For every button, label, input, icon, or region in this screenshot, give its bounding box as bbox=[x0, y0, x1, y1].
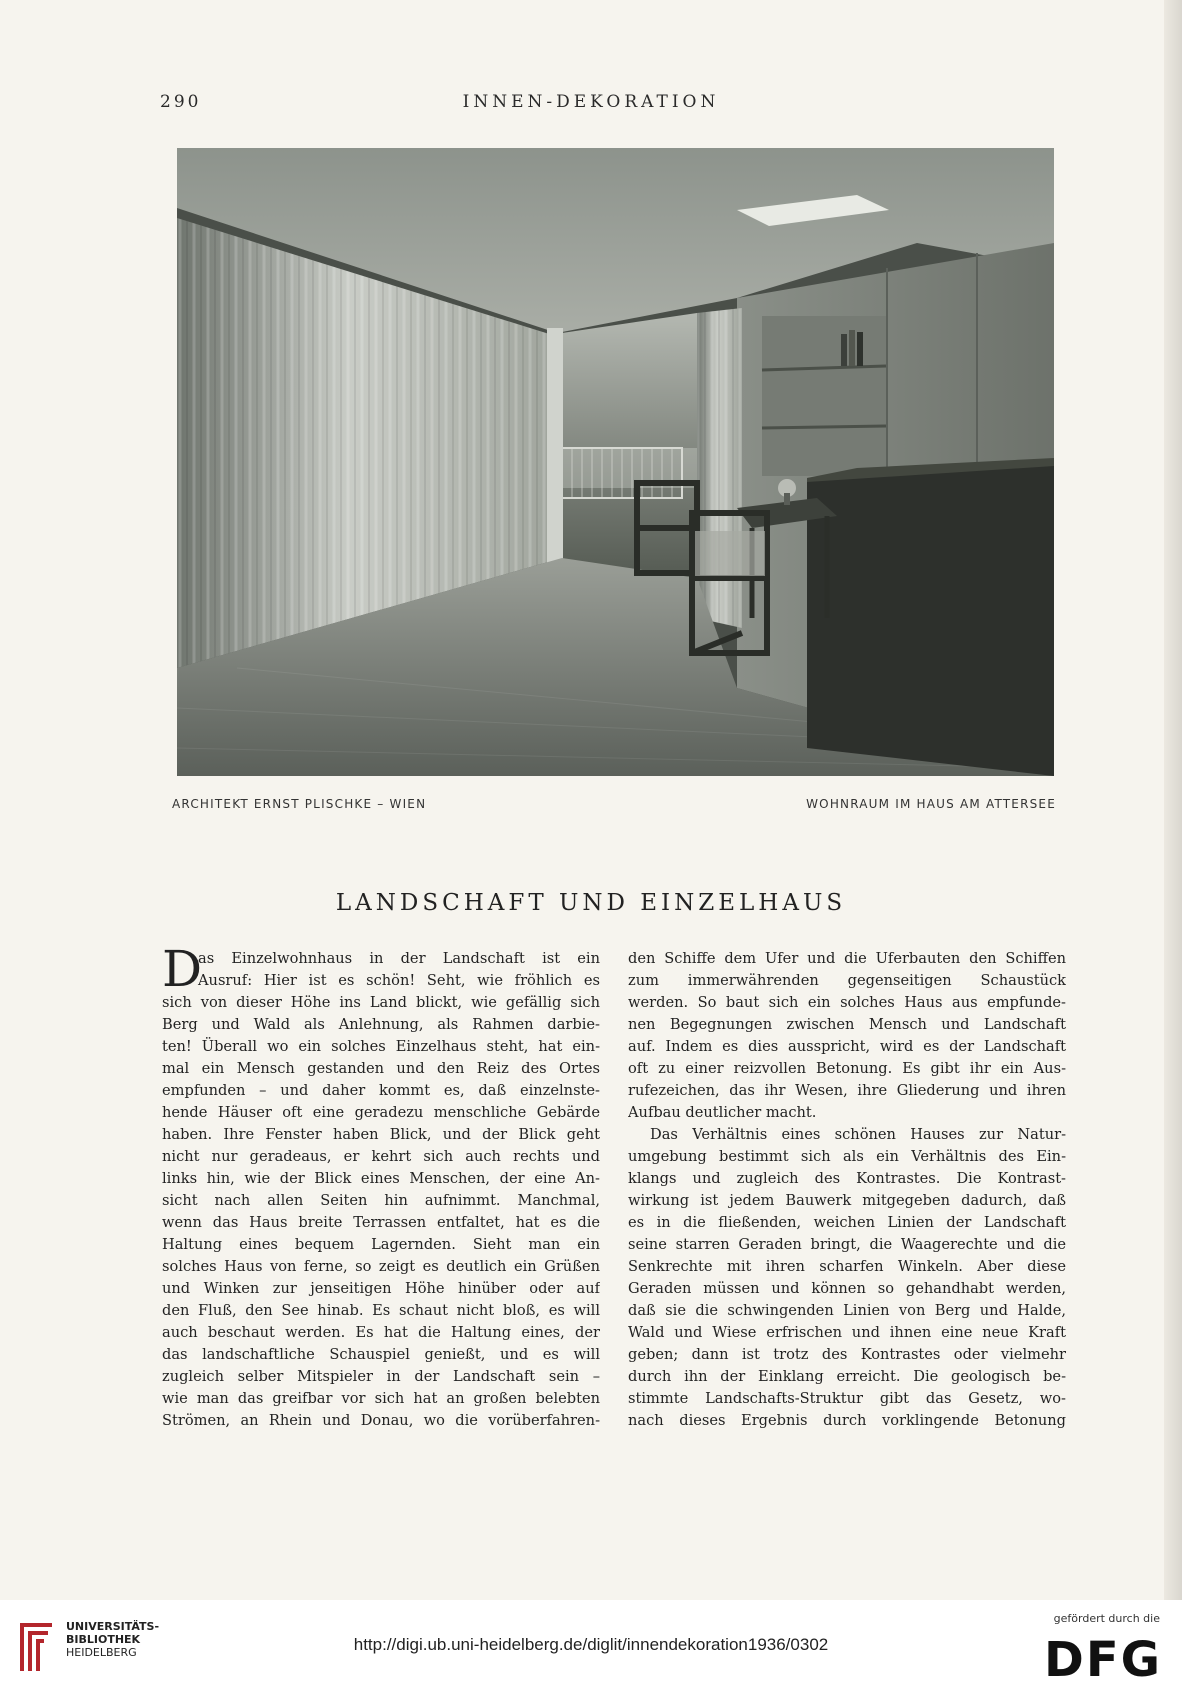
text-line: hende Häuser oft eine geradezu menschliche Gebärde bbox=[162, 1104, 600, 1121]
text-line: sicht nach allen Seiten hin aufnimmt. Manchmal, bbox=[162, 1192, 600, 1209]
running-header: INNEN-DEKORATION bbox=[462, 92, 720, 112]
article-column-right bbox=[628, 948, 1066, 1432]
text-line: durch ihn der Einklang erreicht. Die geologisch be- bbox=[628, 1368, 1066, 1385]
text-line: Das Verhältnis eines schönen Hauses zur Natur- bbox=[650, 1126, 1066, 1143]
text-line: daß sie die schwingenden Linien von Berg und Halde, bbox=[628, 1302, 1066, 1319]
text-line: mal ein Mensch gestanden und den Reiz des Ortes bbox=[162, 1060, 600, 1077]
text-line: sich von dieser Höhe ins Land blickt, wie gefällig sich bbox=[162, 994, 600, 1011]
interior-photo bbox=[177, 148, 1054, 776]
text-line: Wald und Wiese erfrischen und ihnen eine neue Kraft bbox=[628, 1324, 1066, 1341]
text-line: oft zu einer reizvollen Betonung. Es gibt ihr ein Aus- bbox=[628, 1060, 1066, 1077]
text-line: as Einzelwohnhaus in der Landschaft ist ein bbox=[198, 950, 600, 967]
dfg-logo: DFG bbox=[1043, 1632, 1162, 1688]
text-line: Strömen, an Rhein und Donau, wo die vorüberfahren- bbox=[162, 1412, 600, 1429]
text-line: stimmte Landschafts-Struktur gibt das Gesetz, wo- bbox=[628, 1390, 1066, 1407]
text-line: auf. Indem es dies ausspricht, wird es der Landschaft bbox=[628, 1038, 1066, 1055]
library-name-line1: UNIVERSITÄTS- bbox=[66, 1620, 160, 1633]
text-line: es in die fließenden, weichen Linien der Landschaft bbox=[628, 1214, 1066, 1231]
text-line: geben; dann ist trotz des Kontrastes oder vielmehr bbox=[628, 1346, 1066, 1363]
text-line: solches Haus von ferne, so zeigt es deutlich ein Grüßen bbox=[162, 1258, 600, 1275]
text-line: wenn das Haus breite Terrassen entfaltet, hat es die bbox=[162, 1214, 600, 1231]
text-line: rufezeichen, das ihr Wesen, ihre Gliederung und ihren bbox=[628, 1082, 1066, 1099]
text-line: zugleich selber Mitspieler in der Landschaft sein – bbox=[162, 1368, 600, 1385]
text-line: zum immerwährenden gegenseitigen Schaustück bbox=[628, 972, 1066, 989]
article-title: LANDSCHAFT UND EINZELHAUS bbox=[335, 890, 847, 916]
text-line: Ausruf: Hier ist es schön! Seht, wie fröhlich es bbox=[198, 972, 600, 989]
text-line: haben. Ihre Fenster haben Blick, und der Blick geht bbox=[162, 1126, 600, 1143]
photo-credit: ARCHITEKT ERNST PLISCHKE – WIEN bbox=[172, 797, 427, 811]
text-line: Berg und Wald als Anlehnung, als Rahmen darbie- bbox=[162, 1016, 600, 1033]
text-line: umgebung bestimmt sich als ein Verhältnis des Ein- bbox=[628, 1148, 1066, 1165]
text-line: nach dieses Ergebnis durch vorklingende Betonung bbox=[628, 1412, 1066, 1429]
text-line: Geraden müssen und können so gehandhabt werden, bbox=[628, 1280, 1066, 1297]
drop-cap: D bbox=[162, 940, 203, 998]
paper-edge bbox=[1164, 0, 1182, 1600]
source-url-link[interactable]: http://digi.ub.uni-heidelberg.de/diglit/innendekoration1936/0302 bbox=[353, 1635, 829, 1654]
library-name-line3: HEIDELBERG bbox=[66, 1646, 137, 1659]
text-line: das landschaftliche Schauspiel genießt, und es will bbox=[162, 1346, 600, 1363]
text-line: Haltung eines bequem Lagernden. Sieht man ein bbox=[162, 1236, 600, 1253]
text-line: seine starren Geraden bringt, die Waagerechte und die bbox=[628, 1236, 1066, 1253]
text-line: auch beschaut werden. Es hat die Haltung eines, der bbox=[162, 1324, 600, 1341]
text-line: klangs und zugleich des Kontrastes. Die Kontrast- bbox=[628, 1170, 1066, 1187]
article-column-left bbox=[162, 940, 600, 1432]
photo-caption: WOHNRAUM IM HAUS AM ATTERSEE bbox=[806, 797, 1056, 811]
text-line: werden. So baut sich ein solches Haus aus empfunde- bbox=[628, 994, 1066, 1011]
text-line: Aufbau deutlicher macht. bbox=[628, 1104, 817, 1121]
text-line: nen Begegnungen zwischen Mensch und Landschaft bbox=[628, 1016, 1066, 1033]
library-name-line2: BIBLIOTHEK bbox=[66, 1633, 141, 1646]
text-line: den Schiffe dem Ufer und die Uferbauten den Schiffen bbox=[628, 950, 1066, 967]
funding-note: gefördert durch die bbox=[1053, 1612, 1160, 1625]
text-line: wirkung ist jedem Bauwerk mitgegeben dadurch, daß bbox=[628, 1192, 1066, 1209]
text-line: links hin, wie der Blick eines Menschen, der eine An- bbox=[162, 1170, 600, 1187]
text-line: wie man das greifbar vor sich hat an großen belebten bbox=[162, 1390, 600, 1407]
page-number: 290 bbox=[160, 92, 202, 112]
interior-photo-drawing bbox=[177, 148, 1054, 776]
text-line: empfunden – und daher kommt es, daß einzelnste- bbox=[162, 1082, 600, 1099]
text-line: den Fluß, den See hinab. Es schaut nicht bloß, es will bbox=[162, 1302, 600, 1319]
text-line: Senkrechte mit ihren scharfen Winkeln. Aber diese bbox=[628, 1258, 1066, 1275]
text-line: nicht nur geradeaus, er kehrt sich auch rechts und bbox=[162, 1148, 600, 1165]
text-line: und Winken zur jenseitigen Höhe hinüber oder auf bbox=[162, 1280, 600, 1297]
text-line: ten! Überall wo ein solches Einzelhaus steht, hat ein- bbox=[162, 1038, 600, 1055]
